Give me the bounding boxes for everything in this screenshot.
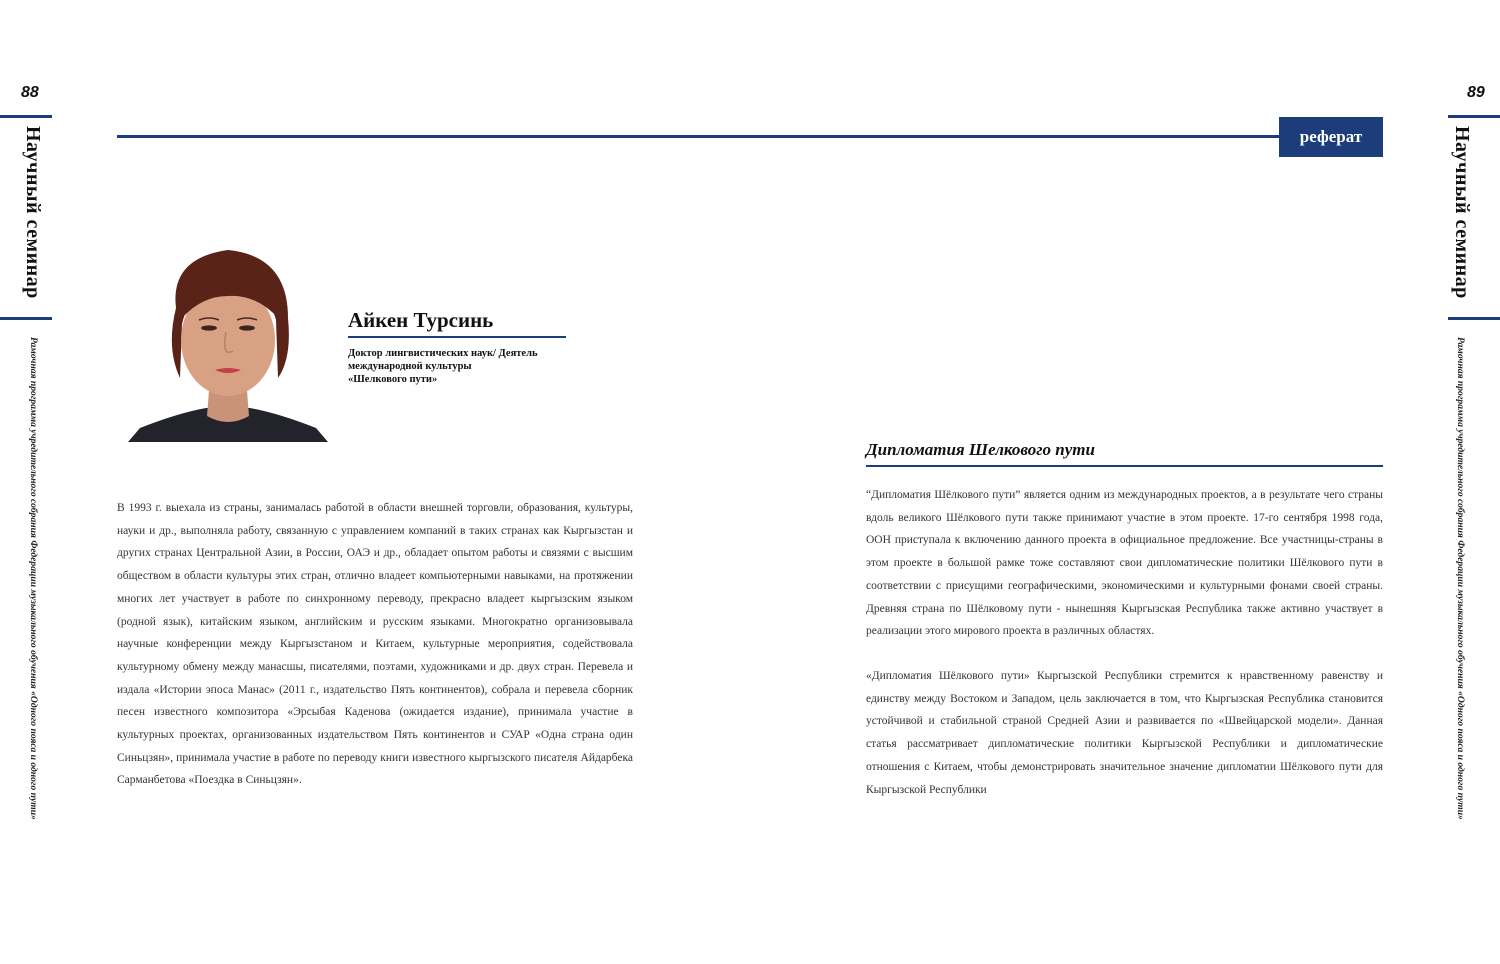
author-role: Доктор лингвистических наук/ Деятель международной культуры «Шелкового пути» <box>348 348 538 385</box>
side-subtitle-right: Рамочная программа учредительного собрания Федерации музыкального обучения «Одного пояса и одного пути» <box>1455 337 1466 820</box>
side-subtitle-left: Рамочная программа учредительного собрания Федерации музыкального обучения «Одного пояса и одного пути» <box>28 337 39 820</box>
side-rule-bottom-right <box>1448 317 1500 320</box>
article-title-rule <box>866 465 1383 467</box>
article-paragraph: «Дипломатия Шёлкового пути» Кыргызской Республики стремится к нравственному равенству и единству между Востоком и Западом, цель заключается в том, что Кыргызская Республика становится устойчивой и стабильной страной Средней Азии и развивается по «Швейцарской модели». Данная статья рассматривает дипломатические политики Кыргызской Республики и дипломатические отношения с Китаем, чтобы демонстрировать значительное значение дипломатии Шёлкового пути для Кыргызской Республики <box>866 670 1383 796</box>
author-bio: В 1993 г. выехала из страны, занималась работой в области внешней торговли, образования, культуры, науки и др., выполняла работу, связанную с управлением компаний в таких странах как Кыргызстан и других странах Центральной Азии, в России, ОАЭ и др., обладает опытом работы и связями с высшим обществом в области культуры этих стран, отлично владеет компьютерными навыками, на протяжении многих лет участвует в работе по синхронному переводу, прекрасно владеет кыргызским языком (родной язык), китайским языком, английским и русским языками. Многократно организовывала научные конференции между Кыргызстаном и Китаем, культурные мероприятия, содействовала культурному обмену между манасшы, писателями, поэтами, художниками и др. двух стран. Перевела и издала «Истории эпоса Манас» (2011 г., издательство Пять континентов), собрала и перевела сборник песен известного композитора «Эрсыбая Каденова (ожидается издание), принимала участие в культурных проектах, организованных издательством Пять континентов и СУАР «Одна страна один Синьцзян», принимала участие в работе по переводу книги известного кыргызского писателя Айдарбека Сарманбетова «Поездка в Синьцзян». <box>117 502 633 787</box>
side-rule-top-left <box>0 115 52 118</box>
article-title: Дипломатия Шелкового пути <box>866 440 1095 459</box>
author-name-rule <box>348 336 566 338</box>
side-rule-bottom-left <box>0 317 52 320</box>
author-name: Айкен Турсинь <box>348 308 494 332</box>
author-photo <box>128 228 328 442</box>
section-tag: реферат <box>1279 117 1383 157</box>
header-rule <box>117 135 1287 138</box>
side-title-right: Научный семинар <box>1451 126 1473 299</box>
page-number-right: 89 <box>1467 84 1485 101</box>
page-number-left: 88 <box>21 84 39 101</box>
side-rule-top-right <box>1448 115 1500 118</box>
side-title-left: Научный семинар <box>22 126 44 299</box>
article-paragraph: “Дипломатия Шёлкового пути” является одним из международных проектов, а в результате чего страны вдоль великого Шёлкового пути также принимают участие в этом проекте. 17-го сентября 1998 года, ООН приступала к включению данного проекта в официальное предложение. Все участницы-страны в этом проекте в большой рамке тоже составляют свои дипломатические политики Шёлкового пути в соответствии с присущими географическими, экономическими и культурными фонами своей страны. Древняя страна по Шёлковому пути - нынешняя Кыргызская Республика также активно участвует в реализации этого мирового проекта в различных областях. <box>866 489 1383 638</box>
